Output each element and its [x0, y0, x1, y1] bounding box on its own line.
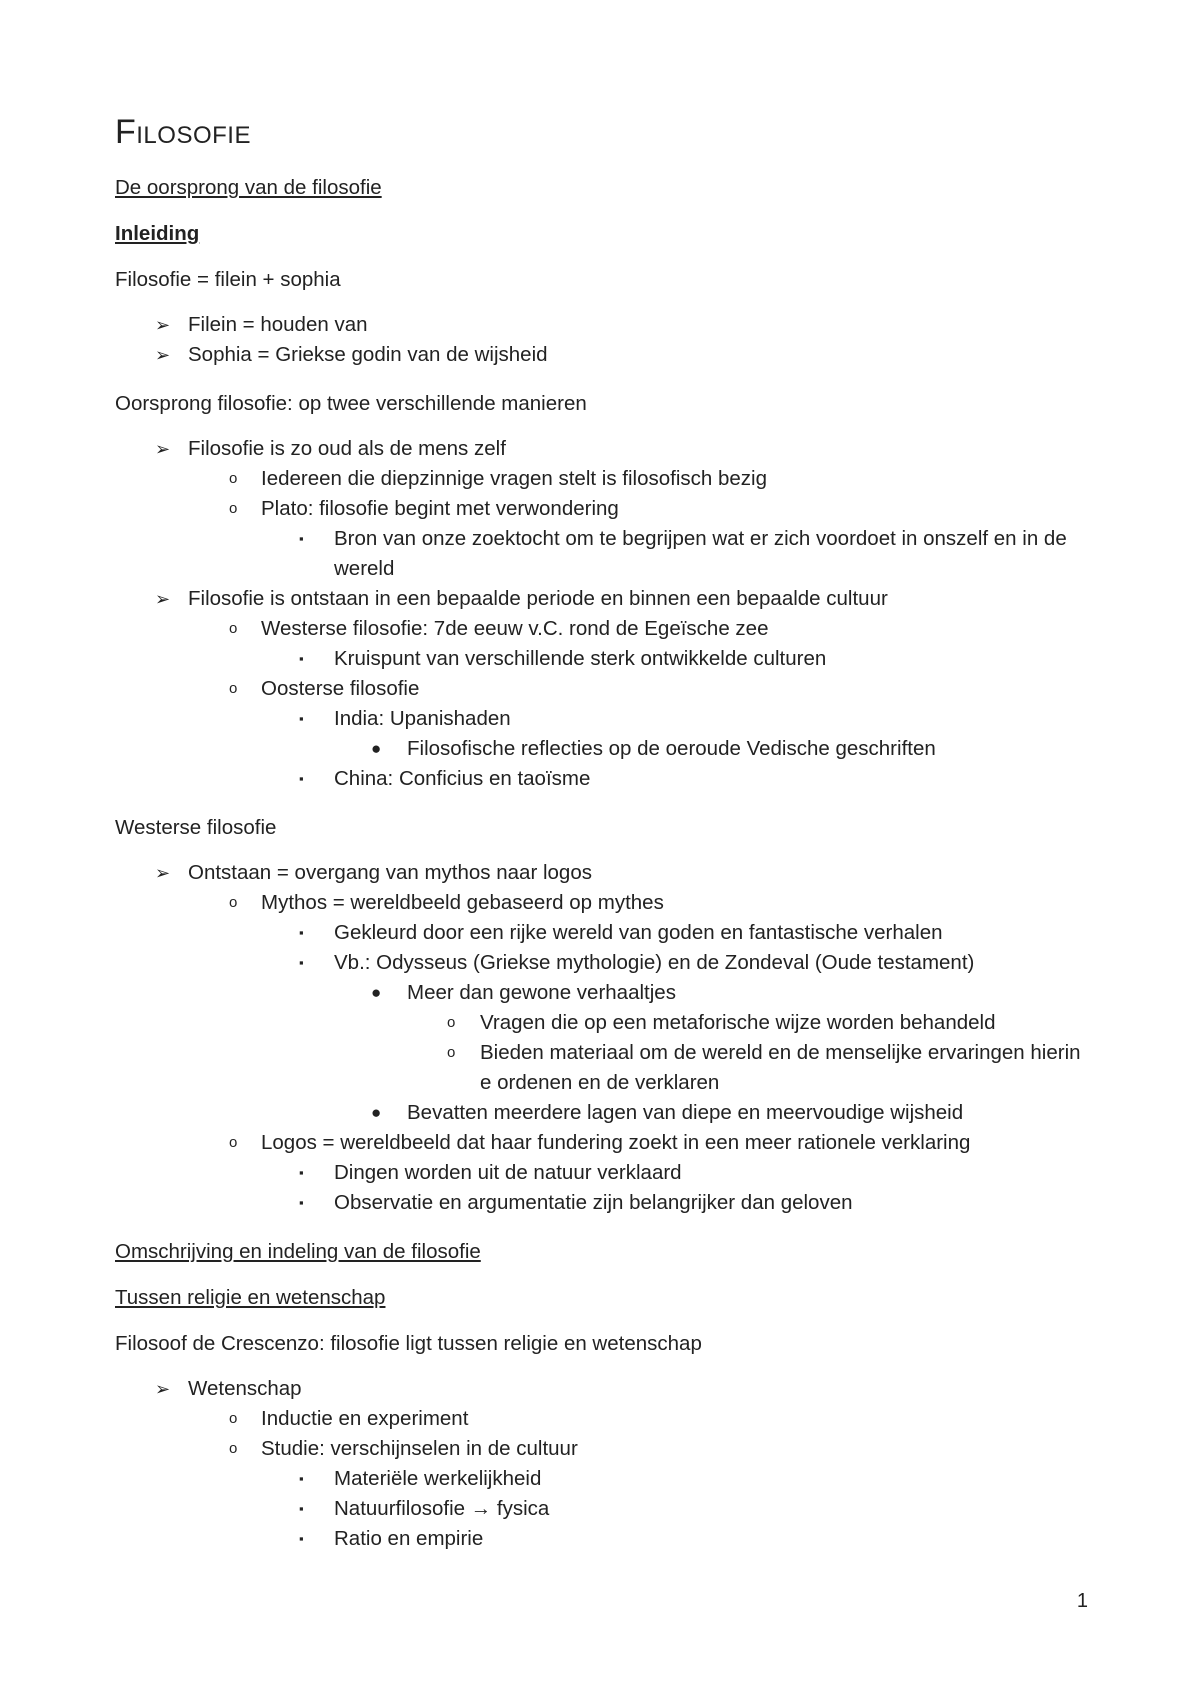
list-item-text: India: Upanishaden [334, 707, 511, 730]
bullet-marker: ▪ [299, 955, 304, 970]
list-item-text: Materiële werkelijkheid [334, 1467, 542, 1490]
bullet-marker: o [229, 1134, 238, 1151]
list-item-text: Ratio en empirie [334, 1527, 484, 1550]
bullet-marker: ▪ [299, 925, 304, 940]
list-item [115, 1188, 1085, 1218]
bullet-list [115, 858, 1085, 1218]
list-item [115, 1434, 1085, 1464]
list-item [115, 734, 1085, 764]
list-item [115, 1464, 1085, 1494]
list-item [115, 464, 1085, 494]
paragraph: Westerse filosofie [115, 816, 277, 839]
list-item-text: Vb.: Odysseus (Griekse mythologie) en de Zondeval (Oude testament) [334, 951, 975, 974]
list-item [115, 644, 1085, 674]
bullet-marker: ● [371, 1103, 382, 1122]
bullet-marker: o [229, 1410, 238, 1427]
section-heading: Inleiding [115, 222, 200, 245]
list-item [115, 704, 1085, 734]
list-item-text: Vragen die op een metaforische wijze worden behandeld [480, 1011, 996, 1034]
bullet-marker: ➢ [155, 1379, 171, 1399]
list-item-text: Filosofische reflecties op de oeroude Vedische geschriften [407, 737, 936, 760]
paragraph: Oorsprong filosofie: op twee verschillende manieren [115, 392, 587, 415]
list-item [115, 888, 1085, 918]
bullet-marker: o [229, 500, 238, 517]
bullet-marker: ▪ [299, 711, 304, 726]
list-item-text: Logos = wereldbeeld dat haar fundering zoekt in een meer rationele verklaring [261, 1131, 971, 1154]
list-item [115, 584, 1085, 614]
section-heading: De oorsprong van de filosofie [115, 176, 382, 199]
page-number: 1 [1076, 1590, 1088, 1612]
bullet-marker: ▪ [299, 1531, 304, 1546]
list-item-text: Iedereen die diepzinnige vragen stelt is filosofisch bezig [261, 467, 767, 490]
bullet-list [115, 434, 1085, 794]
list-item-text: Bieden materiaal om de wereld en de menselijke ervaringen hierin e ordenen en de verklaren [480, 1041, 1081, 1094]
list-item-text: Bron van onze zoektocht om te begrijpen wat er zich voordoet in onszelf en in de wereld [334, 527, 1067, 580]
bullet-marker: ● [371, 983, 382, 1002]
bullet-marker: ▪ [299, 531, 304, 546]
list-item-text: Westerse filosofie: 7de eeuw v.C. rond de Egeïsche zee [261, 617, 769, 640]
list-item [115, 948, 1085, 978]
bullet-marker: ▪ [299, 1471, 304, 1486]
list-item-text: Filosofie is zo oud als de mens zelf [188, 437, 506, 460]
bullet-marker: ▪ [299, 1501, 304, 1516]
list-item [115, 434, 1085, 464]
paragraph: Filosoof de Crescenzo: filosofie ligt tussen religie en wetenschap [115, 1332, 702, 1355]
list-item-text: Mythos = wereldbeeld gebaseerd op mythes [261, 891, 664, 914]
list-item [115, 614, 1085, 644]
list-item [115, 764, 1085, 794]
list-item-text: Inductie en experiment [261, 1407, 469, 1430]
bullet-marker: ➢ [155, 589, 171, 609]
list-item [115, 1098, 1085, 1128]
bullet-marker: o [229, 680, 238, 697]
bullet-marker: ● [371, 739, 382, 758]
list-item-text: Plato: filosofie begint met verwondering [261, 497, 619, 520]
paragraph: Filosofie = filein + sophia [115, 268, 341, 291]
bullet-marker: ▪ [299, 771, 304, 786]
list-item [115, 978, 1085, 1008]
bullet-marker: ➢ [155, 863, 171, 883]
list-item-text: Kruispunt van verschillende sterk ontwikkelde culturen [334, 647, 827, 670]
list-item-text: Bevatten meerdere lagen van diepe en meervoudige wijsheid [407, 1101, 964, 1124]
bullet-list [115, 310, 1085, 370]
list-item [115, 1038, 1085, 1098]
list-item [115, 1128, 1085, 1158]
list-item [115, 1158, 1085, 1188]
page-title: Filosofie [115, 113, 251, 151]
list-item [115, 340, 1085, 370]
document-body [115, 174, 1085, 1554]
list-item-text: Meer dan gewone verhaaltjes [407, 981, 676, 1004]
list-item [115, 918, 1085, 948]
list-item-text: Filosofie is ontstaan in een bepaalde periode en binnen een bepaalde cultuur [188, 587, 888, 610]
list-item [115, 858, 1085, 888]
page-content [115, 112, 1085, 1574]
bullet-marker: ➢ [155, 345, 171, 365]
list-item-text: Ontstaan = overgang van mythos naar logos [188, 861, 592, 884]
list-item-text: Dingen worden uit de natuur verklaard [334, 1161, 682, 1184]
bullet-marker: ▪ [299, 1195, 304, 1210]
list-item [115, 524, 1085, 584]
list-item-text: Natuurfilosofie → fysica [334, 1497, 550, 1520]
list-item [115, 310, 1085, 340]
bullet-marker: o [229, 1440, 238, 1457]
bullet-marker: ➢ [155, 315, 171, 335]
list-item [115, 1404, 1085, 1434]
section-heading: Omschrijving en indeling van de filosofie [115, 1240, 481, 1263]
list-item [115, 1494, 1085, 1524]
bullet-marker: o [229, 470, 238, 487]
list-item [115, 1524, 1085, 1554]
list-item-text: Gekleurd door een rijke wereld van goden en fantastische verhalen [334, 921, 943, 944]
bullet-marker: ▪ [299, 651, 304, 666]
bullet-marker: o [229, 894, 238, 911]
bullet-list [115, 1374, 1085, 1554]
list-item-text: Sophia = Griekse godin van de wijsheid [188, 343, 548, 366]
bullet-marker: o [447, 1044, 456, 1061]
bullet-marker: ➢ [155, 439, 171, 459]
bullet-marker: o [229, 620, 238, 637]
list-item-text: Wetenschap [188, 1377, 302, 1400]
bullet-marker: ▪ [299, 1165, 304, 1180]
list-item [115, 1008, 1085, 1038]
bullet-marker: o [447, 1014, 456, 1031]
list-item-text: China: Conficius en taoïsme [334, 767, 591, 790]
section-heading: Tussen religie en wetenschap [115, 1286, 386, 1309]
list-item-text: Filein = houden van [188, 313, 368, 336]
list-item [115, 674, 1085, 704]
list-item-text: Studie: verschijnselen in de cultuur [261, 1437, 578, 1460]
list-item-text: Observatie en argumentatie zijn belangrijker dan geloven [334, 1191, 853, 1214]
list-item-text: Oosterse filosofie [261, 677, 420, 700]
list-item [115, 494, 1085, 524]
list-item [115, 1374, 1085, 1404]
